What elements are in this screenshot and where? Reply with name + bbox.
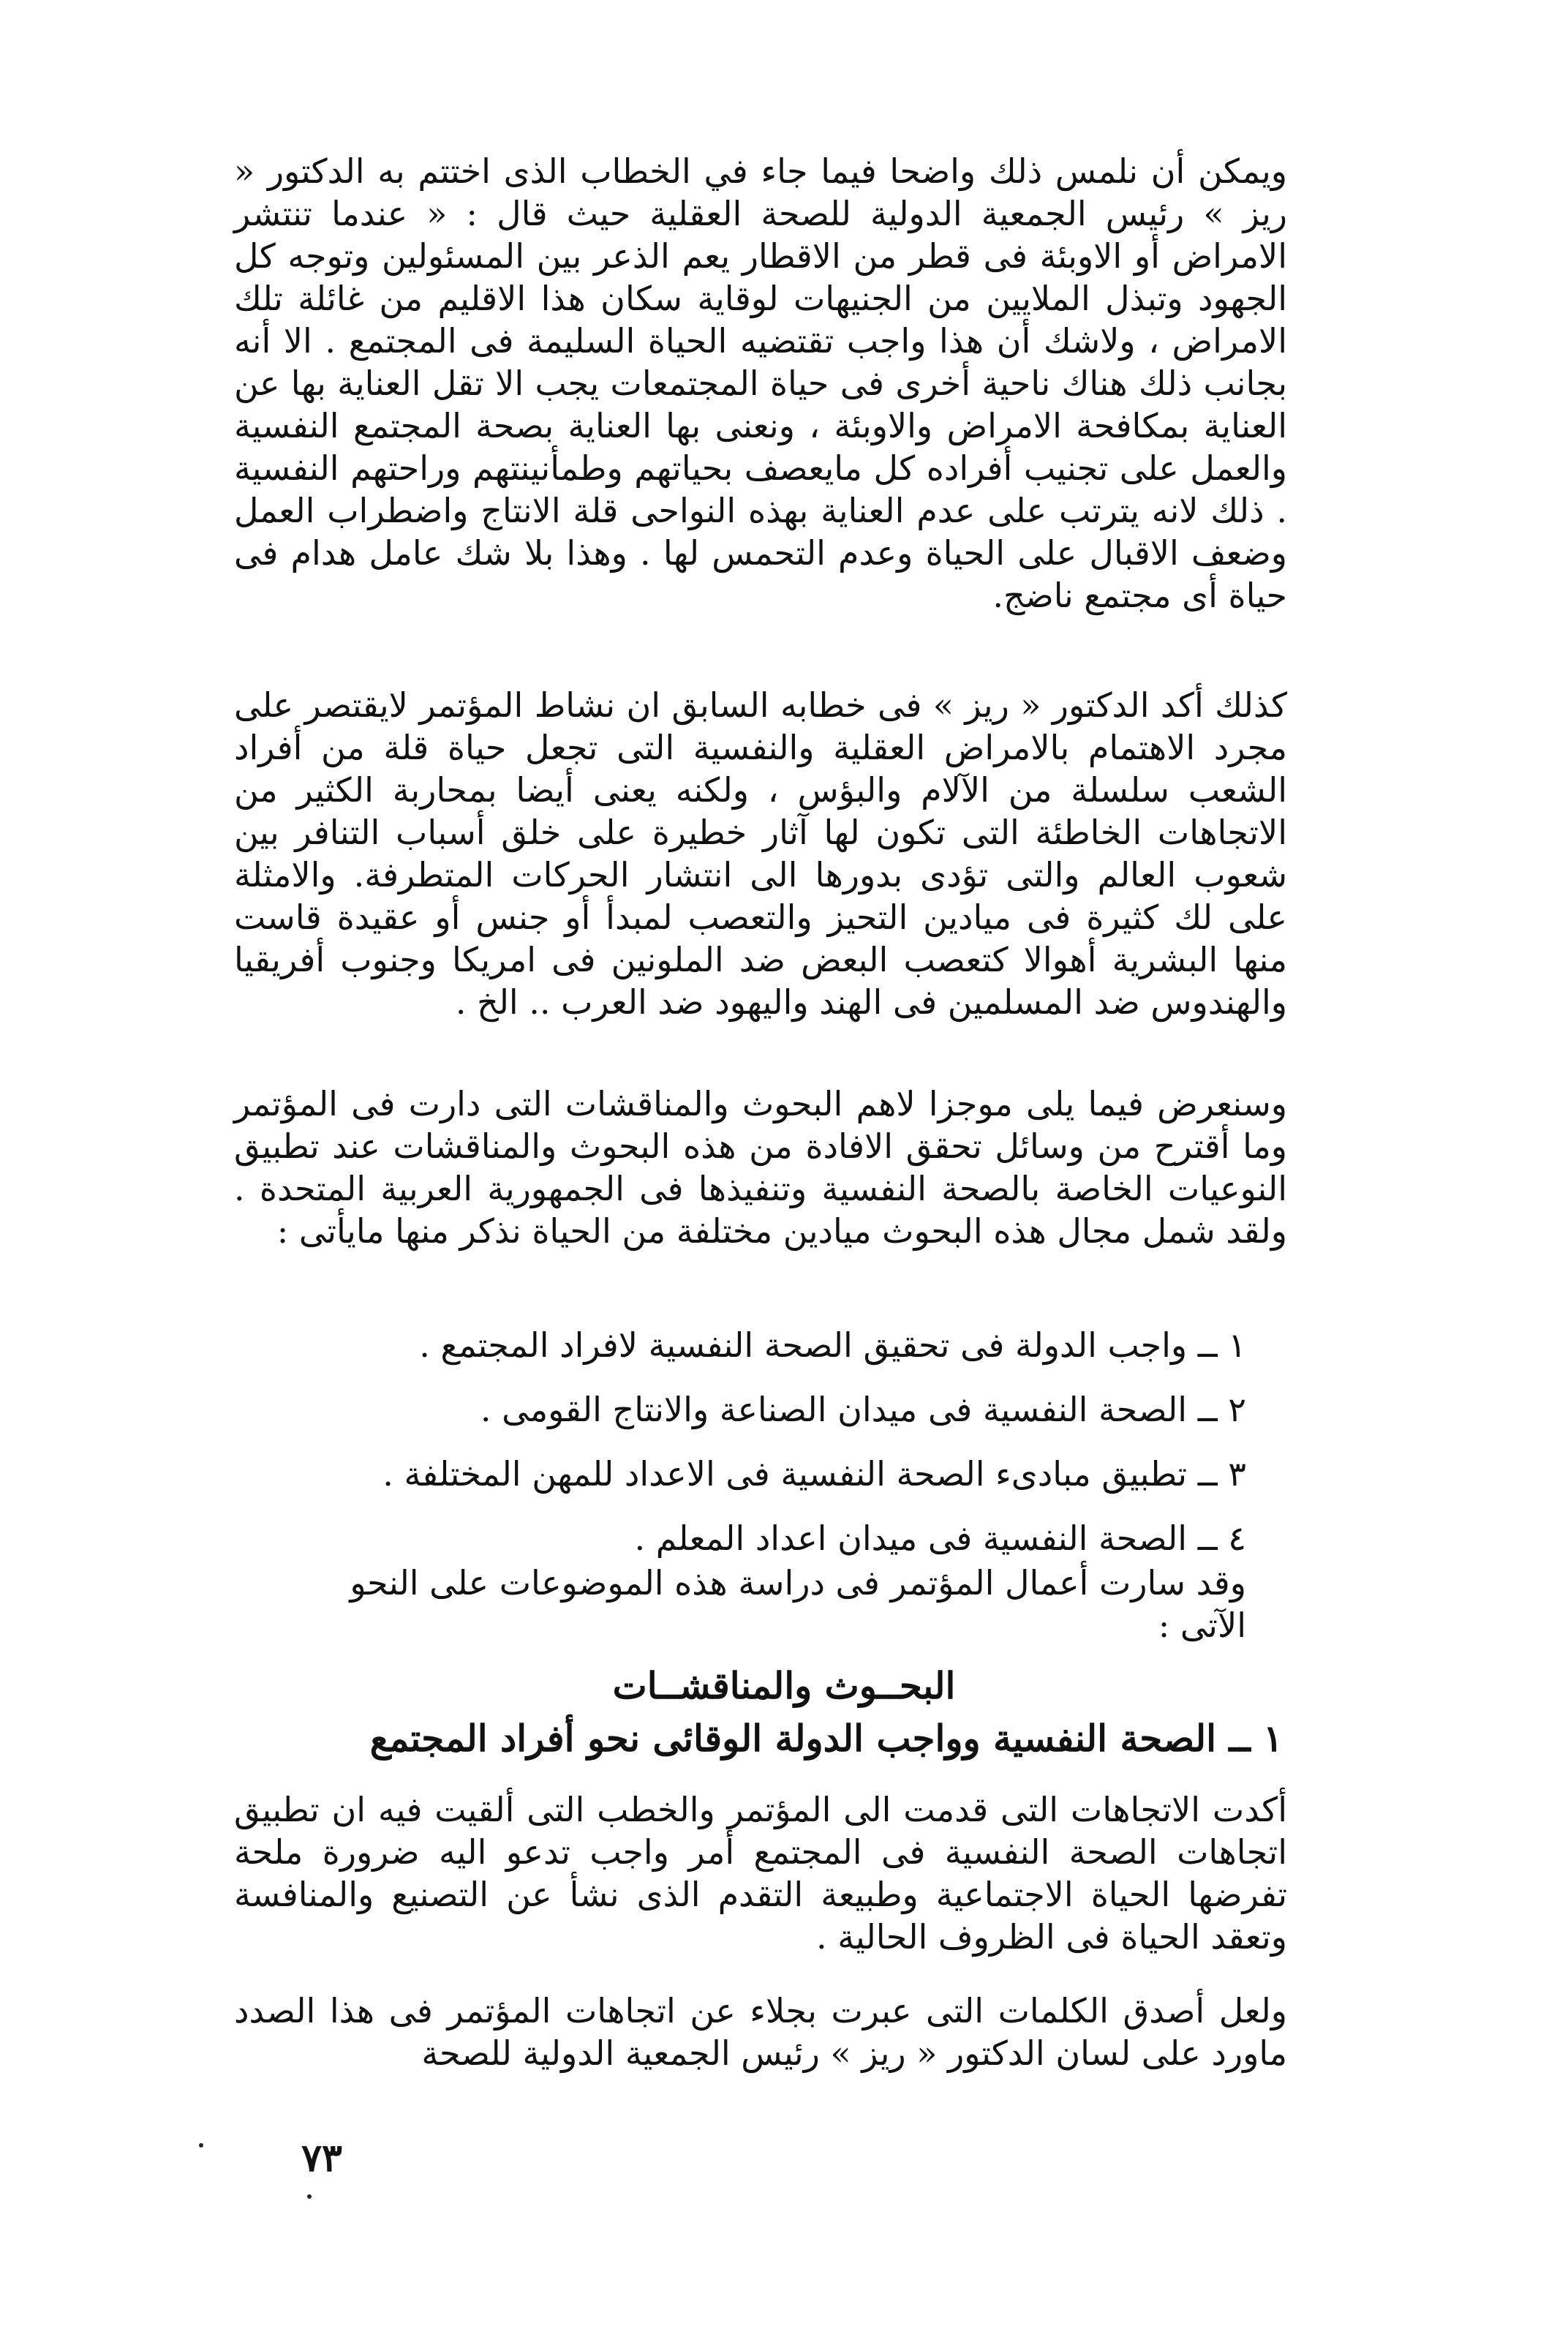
section-heading: البحــوث والمناقشــات <box>612 1664 956 1707</box>
list-item: ١ ــ واجب الدولة فى تحقيق الصحة النفسية لافراد المجتمع . <box>419 1325 1246 1365</box>
paragraph-2: كذلك أكد الدكتور « ريز » فى خطابه السابق ان نشاط المؤتمر لايقتصر على مجرد الاهتمام بالامراض العقلية والنفسية التى تجعل حياة قلة من أفراد الشعب سلسلة من الآلام والبؤس ، ولكنه يعنى أيضا بمحاربة الكثير من الاتجاهات الخاطئة التى تكون لها آثار خطيرة على خلق أسباب التنافر بين شعوب العالم والتى تؤدى بدورها الى انتشار الحركات المتطرفة. والامثلة على لك كثيرة فى ميادين التحيز والتعصب لمبدأ أو جنس أو عقيدة قاست منها البشرية أهوالا كتعصب البعض ضد الملونين فى امريكا وجنوب أفريقيا والهندوس ضد المسلمين فى الهند واليهود ضد العرب .. الخ . <box>234 685 1287 1022</box>
paragraph-4: أكدت الاتجاهات التى قدمت الى المؤتمر والخطب التى ألقيت فيه ان تطبيق اتجاهات الصحة النفسية فى المجتمع أمر واجب تدعو اليه ضرورة ملحة تفرضها الحياة الاجتماعية وطبيعة التقدم الذى نشأ عن التصنيع والمنافسة وتعقد الحياة فى الظروف الحالية . <box>234 1790 1287 1957</box>
scan-speck <box>307 2194 312 2199</box>
list-item: ٤ ــ الصحة النفسية فى ميدان اعداد المعلم . <box>634 1518 1246 1558</box>
scan-speck <box>199 2143 203 2148</box>
page-number: ٧٣ <box>301 2136 342 2180</box>
list-item: ٣ ــ تطبيق مبادىء الصحة النفسية فى الاعداد للمهن المختلفة . <box>382 1454 1246 1494</box>
paragraph-5: ولعل أصدق الكلمات التى عبرت بجلاء عن اتجاهات المؤتمر فى هذا الصدد ماورد على لسان الدكتور « ريز » رئيس الجمعية الدولية للصحة <box>234 1991 1287 2073</box>
topics-list <box>369 1313 1246 1570</box>
paragraph-1: ويمكن أن نلمس ذلك واضحا فيما جاء في الخطاب الذى اختتم به الدكتور « ريز » رئيس الجمعية الدولية للصحة العقلية حيث قال : « عندما تنتشر الامراض أو الاوبئة فى قطر من الاقطار يعم الذعر بين المسئولين وتوجه كل الجهود وتبذل الملايين من الجنيهات لوقاية سكان هذا الاقليم من غائلة تلك الامراض ، ولاشك أن هذا واجب تقتضيه الحياة السليمة فى المجتمع . الا أنه بجانب ذلك هناك ناحية أخرى فى حياة المجتمعات يجب الا تقل العناية بها عن العناية بمكافحة الامراض والاوبئة ، ونعنى بها العناية بصحة المجتمع النفسية والعمل على تجنيب أفراده كل مايعصف بحياتهم وطمأنينتهم وراحتهم النفسية . ذلك لانه يترتب على عدم العناية بهذه النواحى قلة الانتاج واضطراب العمل وضعف الاقبال على الحياة وعدم التحمس لها . وهذا بلا شك عامل هدام فى حياة أى مجتمع ناضج. <box>234 151 1287 615</box>
paragraph-after-list: وقد سارت أعمال المؤتمر فى دراسة هذه الموضوعات على النحو الآتى : <box>350 1563 1246 1645</box>
sub-heading: ١ ــ الصحة النفسية وواجب الدولة الوقائى نحو أفراد المجتمع <box>369 1717 1283 1760</box>
list-item: ٢ ــ الصحة النفسية فى ميدان الصناعة والانتاج القومى . <box>480 1390 1246 1429</box>
paragraph-3: وسنعرض فيما يلى موجزا لاهم البحوث والمناقشات التى دارت فى المؤتمر وما أقترح من وسائل تحقق الافادة من هذه البحوث والمناقشات عند تطبيق النوعيات الخاصة بالصحة النفسية وتنفيذها فى الجمهورية العربية المتحدة . ولقد شمل مجال هذه البحوث ميادين مختلفة من الحياة نذكر منها مايأتى : <box>234 1084 1287 1251</box>
